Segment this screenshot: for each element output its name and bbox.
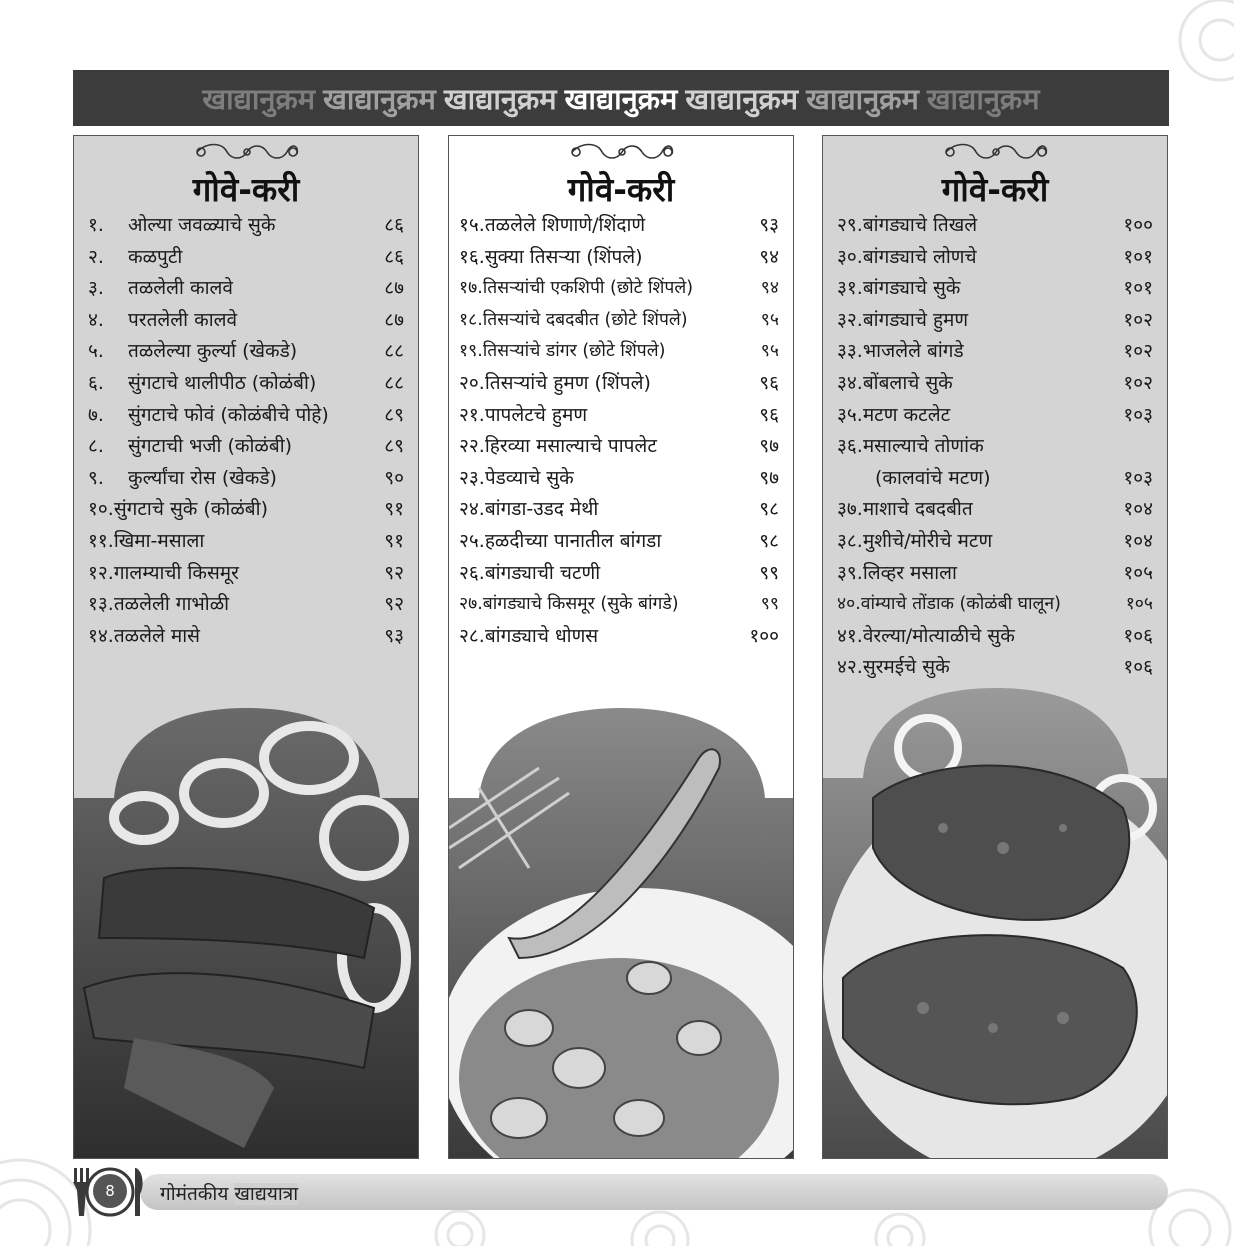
entry-name: परतलेली कालवे [128, 308, 238, 331]
entry-name: बांगड्याचे लोणचे [862, 245, 977, 268]
entry-page: १०५ [1123, 561, 1153, 584]
menu-entry [837, 432, 1153, 464]
entry-name: तळलेली गाभोळी [113, 593, 230, 616]
entry-name: बांगड्याची चटणी [484, 561, 601, 584]
entry-page: १०४ [1123, 498, 1153, 521]
menu-entry [837, 369, 1153, 401]
entry-page: १०५ [1125, 594, 1153, 615]
entry-page: ९७ [759, 466, 779, 489]
ornament-flourish-icon [936, 140, 1056, 164]
column-title: गोवे-करी [941, 170, 1049, 209]
menu-entry [459, 369, 779, 401]
entry-name: तिसऱ्यांचे हुमण (शिंपले) [484, 371, 651, 394]
entry-page: ९२ [384, 593, 404, 616]
entry-number: ७. [88, 403, 104, 426]
menu-entry [88, 211, 404, 243]
entry-number: २. [88, 245, 104, 268]
entry-page: ८६ [384, 245, 404, 268]
entry-number: २६. [459, 561, 485, 584]
entry-page: ८७ [384, 308, 404, 331]
menu-column-3 [822, 135, 1168, 1159]
menu-entry [88, 527, 404, 559]
entry-page: ९१ [384, 498, 404, 521]
entry-name: सुंगटाची भजी (कोळंबी) [128, 435, 293, 458]
entry-number: ५. [88, 340, 104, 363]
banner-word: खाद्यानुक्रम [926, 81, 1040, 116]
entry-page: १०६ [1123, 656, 1153, 679]
ornament-flourish-icon [187, 140, 307, 164]
entry-name: सुंगटाचे फोवं (कोळंबीचे पोहे) [128, 403, 329, 426]
menu-entry [459, 401, 779, 433]
entry-number: ३८. [837, 529, 863, 552]
menu-entry [88, 590, 404, 622]
menu-list [837, 211, 1153, 685]
menu-entry [837, 590, 1153, 622]
menu-entry [88, 274, 404, 306]
menu-column-1 [73, 135, 419, 1159]
menu-entry [459, 306, 779, 338]
menu-entry [837, 211, 1153, 243]
entry-name: सुरमईचे सुके [862, 656, 950, 679]
entry-name: वांम्याचे तोंडाक (कोळंबी घालून) [860, 594, 1061, 615]
entry-number: १९. [459, 341, 483, 362]
menu-entry [459, 243, 779, 275]
entry-name: तिसऱ्यांचे डांगर (छोटे शिंपले) [482, 341, 666, 362]
entry-name: बांगड्याचे सुके [862, 277, 961, 300]
entry-number: १४. [88, 624, 114, 647]
entry-name: तिसऱ्यांचे दबदबीत (छोटे शिंपले) [482, 309, 688, 330]
entry-number: ४०. [837, 594, 861, 615]
column-title: गोवे-करी [567, 170, 675, 209]
entry-number: २०. [459, 371, 485, 394]
entry-number: १. [88, 214, 104, 236]
menu-entry [837, 622, 1153, 654]
menu-entry [459, 274, 779, 306]
entry-number: २८. [459, 624, 485, 647]
entry-number: १३. [88, 593, 114, 616]
entry-number: ३०. [837, 245, 863, 268]
entry-name: कळपुटी [128, 245, 183, 268]
food-photo-clam-curry [449, 698, 794, 1158]
entry-page: ८९ [384, 403, 404, 426]
entry-number: ३९. [837, 561, 863, 584]
entry-number: २४. [459, 498, 485, 521]
ornament-flourish-icon [562, 140, 682, 164]
page-number: 8 [93, 1174, 127, 1208]
header-banner [73, 70, 1169, 126]
entry-page: ८७ [384, 277, 404, 300]
entry-page: १०० [749, 624, 779, 647]
entry-number: ११. [88, 529, 114, 552]
entry-page: ९३ [759, 214, 779, 236]
entry-number: ८. [88, 435, 104, 458]
entry-number: ३५. [837, 403, 863, 426]
menu-entry [459, 559, 779, 591]
entry-page: ८८ [384, 340, 404, 363]
entry-name: तळलेल्या कुर्ल्या (खेकडे) [128, 340, 298, 363]
entry-page: ८८ [384, 371, 404, 394]
banner-word: खाद्यानुक्रम [443, 81, 557, 116]
entry-name: (कालवांचे मटण) [875, 466, 991, 489]
entry-page: ९९ [759, 561, 779, 584]
food-photo-masala-fish [823, 678, 1168, 1158]
entry-number: १८. [459, 309, 483, 330]
entry-name: मटण कटलेट [862, 403, 951, 426]
entry-name: सुंगटाचे सुके (कोळंबी) [113, 498, 268, 521]
menu-entry-continued [837, 464, 1153, 496]
book-title-word-2: खाद्ययात्रा [234, 1183, 299, 1205]
menu-entry [459, 211, 779, 243]
menu-entry [837, 495, 1153, 527]
entry-name: तळलेले शिणाणे/शिंदाणे [484, 214, 646, 236]
banner-word: खाद्यानुक्रम [685, 81, 799, 116]
entry-name: बांगडा-उडद मेथी [484, 498, 599, 521]
menu-entry [88, 306, 404, 338]
entry-name: लिव्हर मसाला [862, 561, 957, 584]
entry-page: १०२ [1123, 308, 1153, 331]
entry-number: २७. [459, 594, 483, 615]
entry-name: तिसऱ्यांची एकशिपी (छोटे शिंपले) [482, 278, 694, 299]
entry-page: ९० [384, 466, 404, 489]
entry-name: कुर्ल्यांचा रोस (खेकडे) [128, 466, 277, 489]
entry-name: गालम्याची किसमूर [113, 561, 239, 584]
entry-page: ९६ [759, 403, 779, 426]
menu-entry [459, 590, 779, 622]
entry-name: तळलेले मासे [113, 624, 201, 647]
entry-number: ३. [88, 277, 104, 300]
entry-name: बांगड्याचे धोणस [484, 624, 599, 647]
entry-number: ३६. [837, 435, 863, 458]
entry-name: ओल्या जवळ्याचे सुके [128, 214, 276, 236]
entry-number: २३. [459, 466, 485, 489]
entry-name: सुंगटाचे थालीपीठ (कोळंबी) [128, 371, 317, 394]
entry-number: १५. [459, 214, 485, 236]
entry-number: २९. [837, 214, 863, 236]
menu-entry [837, 401, 1153, 433]
menu-entry [837, 559, 1153, 591]
banner-word: खाद्यानुक्रम [323, 81, 436, 116]
entry-page: ९३ [384, 624, 404, 647]
entry-name: मुशीचे/मोरीचे मटण [862, 529, 993, 552]
menu-entry [837, 274, 1153, 306]
entry-name: हळदीच्या पानातील बांगडा [484, 529, 662, 552]
menu-entry [837, 337, 1153, 369]
entry-name: माशाचे दबदबीत [862, 498, 973, 521]
entry-page: १०१ [1123, 245, 1153, 268]
entry-name: पापलेटचे हुमण [484, 403, 588, 426]
entry-number: २५. [459, 529, 485, 552]
menu-entry [88, 401, 404, 433]
entry-page: १०० [1123, 214, 1153, 236]
entry-page: ९५ [760, 341, 779, 362]
menu-column-2 [448, 135, 794, 1159]
menu-entry [88, 622, 404, 654]
menu-entry [459, 337, 779, 369]
entry-number: १६. [459, 245, 485, 268]
banner-word: खाद्यानुक्रम [202, 81, 316, 116]
entry-name: बांगड्याचे किसमूर (सुके बांगडे) [482, 594, 679, 615]
entry-name: खिमा-मसाला [113, 529, 205, 552]
menu-entry [459, 527, 779, 559]
entry-name: बांगड्याचे हुमण [862, 308, 969, 331]
entry-name: हिरव्या मसाल्याचे पापलेट [484, 435, 657, 458]
menu-list [459, 211, 779, 653]
banner-word: खाद्यानुक्रम [564, 81, 678, 116]
menu-entry [88, 337, 404, 369]
entry-number: ३१. [837, 277, 863, 300]
entry-number: ३७. [837, 498, 863, 521]
menu-entry [88, 432, 404, 464]
menu-entry [88, 243, 404, 275]
entry-page: १०१ [1123, 277, 1153, 300]
entry-number: ९. [88, 466, 104, 489]
entry-name: बांगड्याचे तिखले [862, 214, 978, 236]
book-title [160, 1180, 298, 1206]
entry-number: ४२. [837, 656, 863, 679]
entry-page: १०२ [1123, 340, 1153, 363]
menu-entry [837, 306, 1153, 338]
entry-name: वेरल्या/मोत्याळीचे सुके [862, 624, 1015, 647]
entry-number: १२. [88, 561, 114, 584]
entry-page: १०३ [1123, 403, 1153, 426]
entry-page: ९२ [384, 561, 404, 584]
food-photo-fried-fish [74, 708, 419, 1158]
banner-word: खाद्यानुक्रम [806, 81, 919, 116]
menu-entry [837, 243, 1153, 275]
menu-entry [88, 464, 404, 496]
entry-number: ३४. [837, 371, 863, 394]
entry-number: २२. [459, 435, 485, 458]
entry-page: ९७ [759, 435, 779, 458]
entry-number: ४. [88, 308, 104, 331]
entry-page: ८६ [384, 214, 404, 236]
entry-name: मसाल्याचे तोणांक [862, 435, 984, 458]
entry-number: १०. [88, 498, 114, 521]
menu-entry [837, 527, 1153, 559]
entry-name: पेडव्याचे सुके [484, 466, 574, 489]
entry-page: १०२ [1123, 371, 1153, 394]
entry-number: ३२. [837, 308, 863, 331]
entry-page: १०४ [1123, 529, 1153, 552]
entry-name: तळलेली कालवे [128, 277, 233, 300]
entry-name: सुक्या तिसऱ्या (शिंपले) [484, 245, 643, 268]
entry-number: २१. [459, 403, 485, 426]
entry-page: ९८ [759, 529, 779, 552]
menu-entry [459, 495, 779, 527]
column-title: गोवे-करी [192, 170, 300, 209]
menu-entry [459, 432, 779, 464]
entry-name: भाजलेले बांगडे [862, 340, 964, 363]
entry-page: ९५ [760, 309, 779, 330]
entry-page: १०६ [1123, 624, 1153, 647]
entry-number: ४१. [837, 624, 863, 647]
entry-page: ९६ [759, 371, 779, 394]
menu-list [88, 211, 404, 653]
entry-page: ९८ [759, 498, 779, 521]
menu-entry [88, 559, 404, 591]
entry-page: १०३ [1123, 466, 1153, 489]
entry-number: ६. [88, 371, 104, 394]
entry-number: १७. [459, 278, 483, 299]
entry-page: ९१ [384, 529, 404, 552]
entry-page: ९४ [759, 245, 779, 268]
entry-name: बोंबलाचे सुके [862, 371, 953, 394]
menu-entry [88, 495, 404, 527]
book-title-word-1: गोमंतकीय [160, 1183, 229, 1205]
menu-entry [88, 369, 404, 401]
menu-entry [459, 464, 779, 496]
entry-page: ९९ [760, 594, 779, 615]
entry-page: ९४ [760, 278, 779, 299]
entry-number: ३३. [837, 340, 863, 363]
entry-page: ८९ [384, 435, 404, 458]
menu-entry [459, 622, 779, 654]
